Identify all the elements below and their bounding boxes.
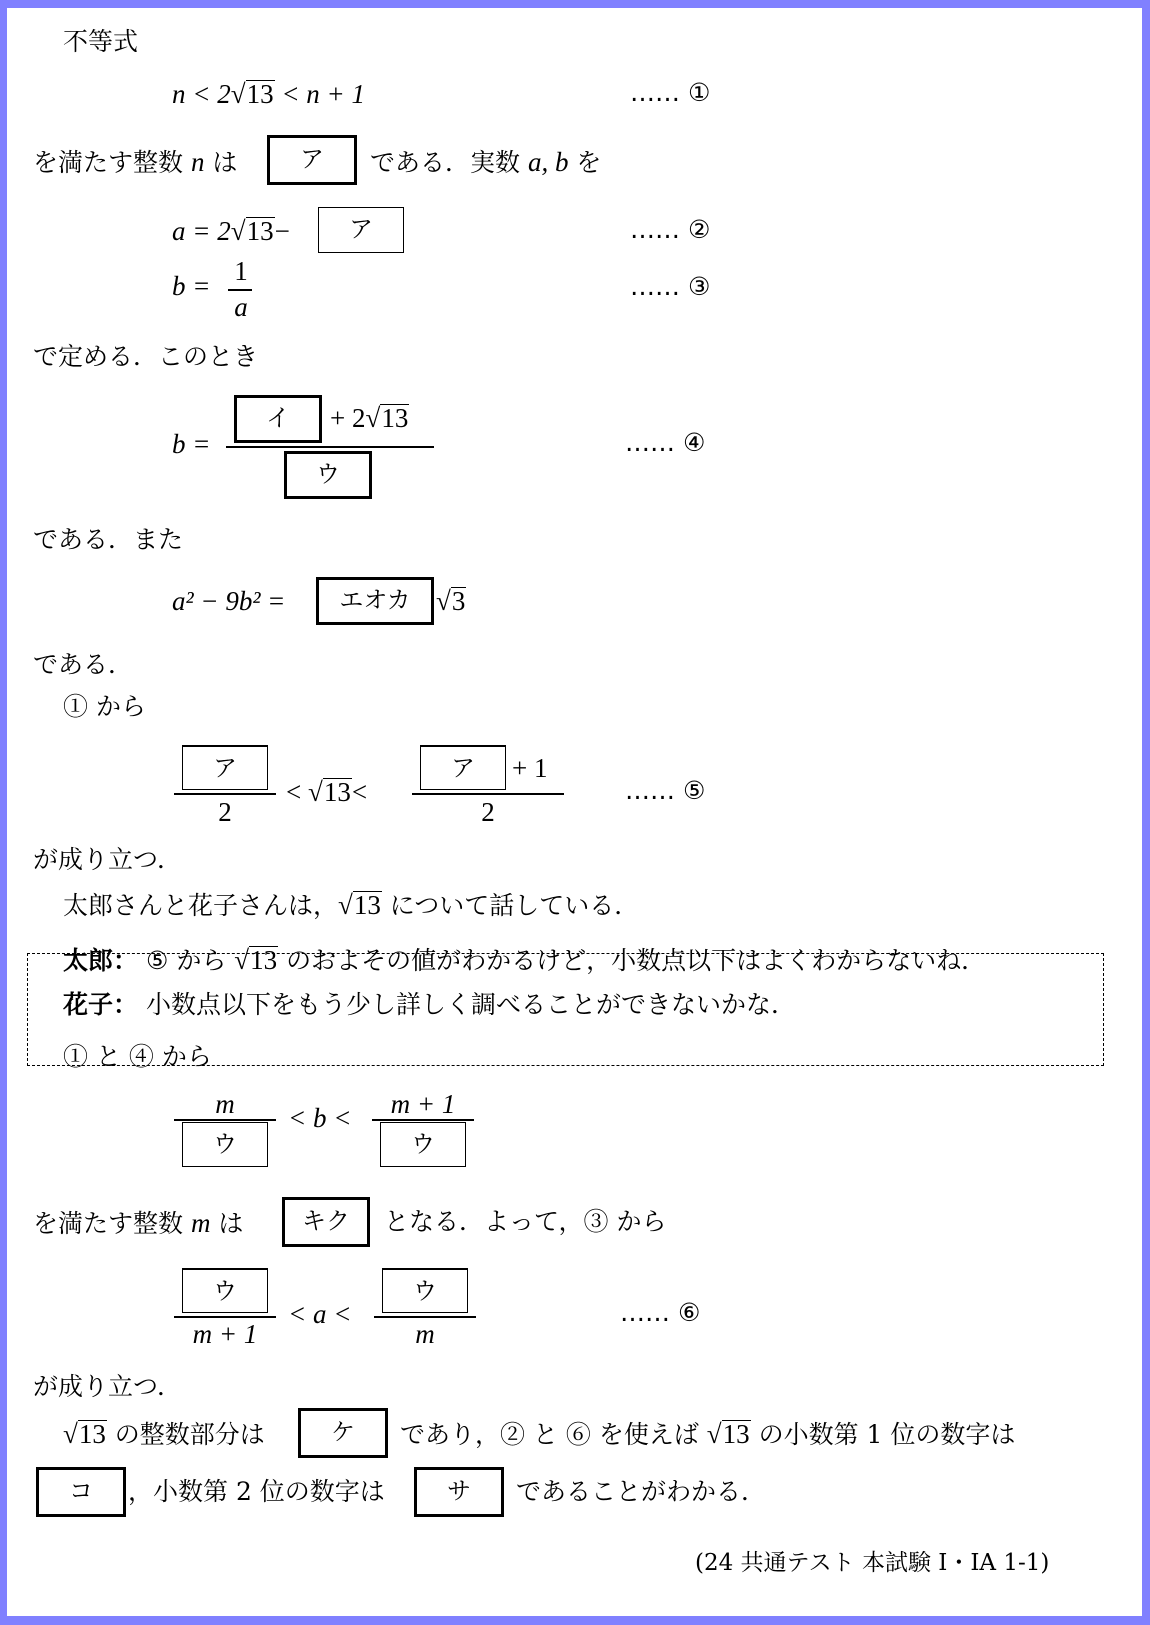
inequality-1 [172, 78, 365, 110]
blank-a[interactable]: ア [267, 135, 357, 185]
eq4-num-rest: + 2√13 [330, 403, 409, 433]
eq7-den-left: m + 1 [192, 1319, 258, 1349]
line-2b: である．実数 a, b を [370, 147, 602, 177]
sqrt-13: √13 [230, 79, 274, 109]
ref-4: …… ④ [625, 428, 706, 457]
line-5: である． [33, 650, 134, 679]
blank-u[interactable]: ウ [284, 451, 372, 499]
eq-a: a = 2√13− [172, 216, 290, 246]
blank-a-4[interactable]: ア [420, 745, 506, 790]
eq5-den-right: 2 [481, 797, 495, 827]
eq6-num-left: m [215, 1089, 235, 1119]
dialog-taro: 太郎： ⑤ から √13 のおよその値がわかるけど，小数点以下はよくわからないね． [63, 945, 987, 975]
line-7: が成り立つ． [33, 845, 183, 874]
eq4-lhs: b = [172, 429, 211, 459]
source-citation: (24 共通テスト 本試験 I・IA 1-1) [695, 1550, 1050, 1576]
fraction-bar [174, 793, 276, 795]
blank-u-2[interactable]: ウ [182, 1122, 268, 1167]
eq5-den-left: 2 [218, 797, 232, 827]
line-3: で定める．このとき [33, 342, 259, 371]
speaker-hanako: 花子： [63, 990, 139, 1019]
eq1-lhs: n < 2 [172, 79, 231, 109]
line-2: を満たす整数 n は [33, 147, 238, 177]
blank-u-3[interactable]: ウ [380, 1122, 466, 1167]
line-10: を満たす整数 m は [33, 1208, 244, 1238]
line-13a: ，小数第 2 位の数字は [128, 1477, 385, 1506]
eq-a2-9b2: a² − 9b² = [172, 586, 286, 616]
blank-sa[interactable]: サ [414, 1467, 504, 1517]
ref-5: …… ⑤ [625, 776, 706, 805]
eq5-plus-one: + 1 [512, 753, 548, 783]
intro-text: 不等式 [63, 27, 139, 56]
speaker-taro: 太郎： [63, 946, 139, 975]
blank-kiku[interactable]: キク [282, 1197, 370, 1247]
blank-i[interactable]: イ [234, 395, 322, 443]
line-11: が成り立つ． [33, 1372, 183, 1401]
line-12b: であり，② と ⑥ を使えば √13 の小数第 1 位の数字は [400, 1419, 1016, 1449]
line-13b: であることがわかる． [516, 1477, 767, 1506]
eq7-den-right: m [415, 1319, 435, 1349]
eq-b-den: a [234, 292, 248, 322]
fraction-bar [226, 446, 434, 448]
eq6-mid: < b < [288, 1103, 352, 1133]
line-6: ① から [63, 692, 146, 721]
blank-a-2[interactable]: ア [318, 207, 404, 253]
ref-6: …… ⑥ [620, 1298, 701, 1327]
fraction-bar [174, 1119, 276, 1121]
dialog-hanako: 花子： 小数点以下をもう少し詳しく調べることができないかな． [63, 990, 796, 1019]
sqrt-3: √3 [436, 586, 466, 616]
line-4: である．また [33, 525, 184, 554]
blank-a-3[interactable]: ア [182, 745, 268, 790]
line-8: 太郎さんと花子さんは，√13 について話している． [63, 890, 640, 920]
ref-2: …… ② [630, 215, 711, 244]
eq-b-lhs: b = [172, 271, 211, 301]
eq5-middle: < √13< [286, 777, 368, 807]
line-9: ① と ④ から [63, 1042, 212, 1071]
eq6-num-right: m + 1 [390, 1089, 456, 1119]
line-10b: となる．よって，③ から [384, 1207, 667, 1236]
eq-b-num: 1 [234, 256, 248, 286]
blank-u-4[interactable]: ウ [182, 1268, 268, 1313]
blank-ke[interactable]: ケ [298, 1408, 388, 1458]
ref-1: …… ① [630, 78, 711, 107]
ref-3: …… ③ [630, 272, 711, 301]
eq1-rhs: < n + 1 [281, 79, 366, 109]
blank-ko[interactable]: コ [36, 1467, 126, 1517]
eq7-mid: < a < [288, 1299, 352, 1329]
blank-eoka[interactable]: エオカ [316, 577, 434, 625]
fraction-bar [372, 1119, 474, 1121]
line-12a: √13 の整数部分は [63, 1419, 265, 1449]
fraction-bar [412, 793, 564, 795]
blank-u-5[interactable]: ウ [382, 1268, 468, 1313]
